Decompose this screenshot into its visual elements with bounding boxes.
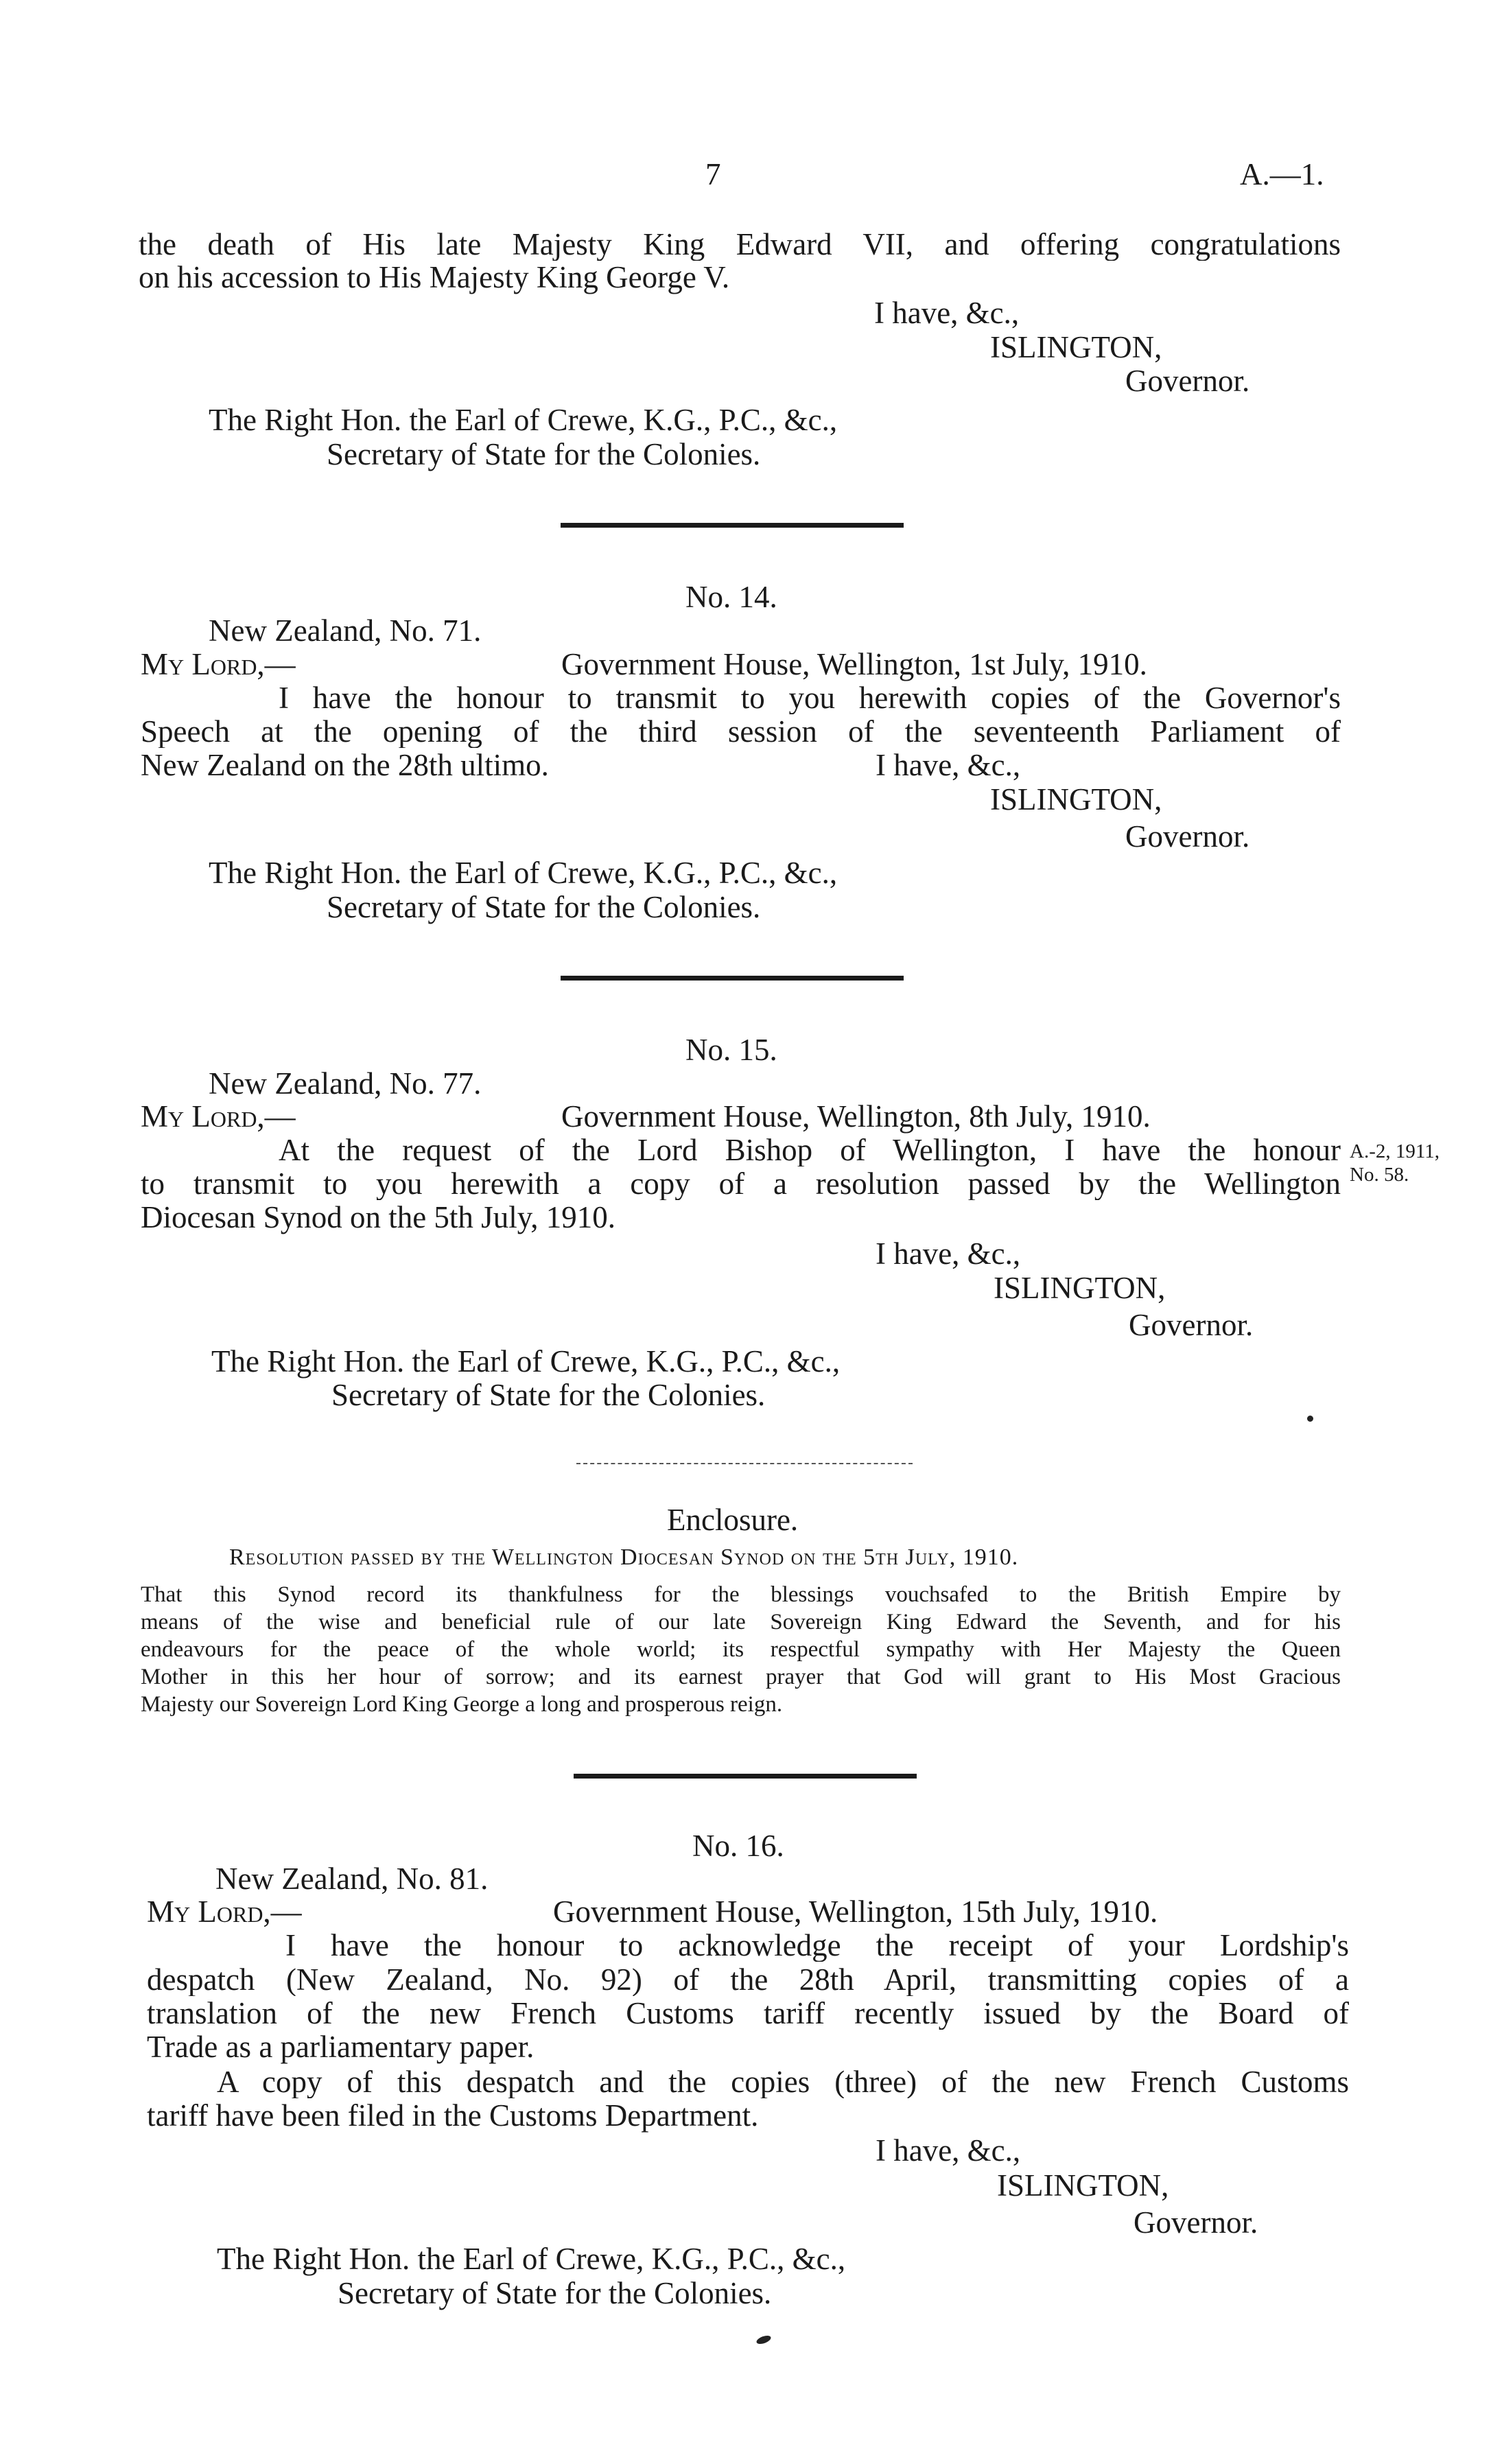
closing-formula: I have, &c., <box>876 748 1021 782</box>
margin-reference-line-1: A.-2, 1911, <box>1350 1140 1440 1162</box>
section-divider <box>561 523 904 528</box>
enclosure-line-1: That this Synod record its thankfulness for the blessings vouchsafed to the British Empire by <box>141 1582 1341 1607</box>
ink-mark <box>755 2334 772 2346</box>
closing-formula: I have, &c., <box>876 1236 1021 1271</box>
enclosure-line-5: Majesty our Sovereign Lord King George a long and prosperous reign. <box>141 1692 783 1717</box>
body-line-5: A copy of this despatch and the copies (three) of the new French Customs <box>217 2067 1349 2098</box>
signature: ISLINGTON, <box>990 782 1162 817</box>
body-line-2: despatch (New Zealand, No. 92) of the 28th April, transmitting copies of a <box>147 1964 1349 1996</box>
signatory-title: Governor. <box>1134 2205 1258 2240</box>
closing-formula: I have, &c., <box>874 296 1020 330</box>
salutation: My Lord,— <box>147 1894 302 1929</box>
salutation: My Lord,— <box>141 647 296 681</box>
despatch-heading: No. 16. <box>692 1829 784 1863</box>
addressee-line-1: The Right Hon. the Earl of Crewe, K.G., P.C., &c., <box>217 2242 846 2276</box>
signatory-title: Governor. <box>1129 1308 1254 1342</box>
margin-reference-line-2: No. 58. <box>1350 1164 1409 1186</box>
addressee-line-2: Secretary of State for the Colonies. <box>327 890 761 924</box>
enclosure-subheading: Resolution passed by the Wellington Diocesan Synod on the 5th July, 1910. <box>229 1545 1019 1570</box>
addressee-line-1: The Right Hon. the Earl of Crewe, K.G., P.C., &c., <box>209 403 838 437</box>
signature: ISLINGTON, <box>990 330 1162 364</box>
addressee-line-2: Secretary of State for the Colonies. <box>338 2276 772 2310</box>
salutation: My Lord,— <box>141 1099 296 1134</box>
enclosure-divider <box>576 1463 913 1464</box>
section-divider <box>561 976 904 981</box>
document-reference: A.—1. <box>1240 157 1324 191</box>
body-line-1: I have the honour to transmit to you herewith copies of the Governor's <box>279 683 1341 714</box>
addressee-line-1: The Right Hon. the Earl of Crewe, K.G., P.C., &c., <box>211 1344 841 1378</box>
addressee-line-2: Secretary of State for the Colonies. <box>327 437 761 471</box>
body-line-3: translation of the new French Customs tariff recently issued by the Board of <box>147 1998 1349 2030</box>
closing-formula: I have, &c., <box>876 2133 1021 2168</box>
signatory-title: Governor. <box>1125 364 1250 398</box>
signature: ISLINGTON, <box>994 1271 1166 1305</box>
place-and-date: Government House, Wellington, 15th July, 1910. <box>553 1894 1158 1929</box>
body-line-4: Trade as a parliamentary paper. <box>147 2030 535 2064</box>
body-line-2: Speech at the opening of the third session of the seventeenth Parliament of <box>141 716 1341 748</box>
despatch-reference: New Zealand, No. 81. <box>215 1862 489 1896</box>
place-and-date: Government House, Wellington, 1st July, 1910. <box>561 647 1147 681</box>
signature: ISLINGTON, <box>997 2168 1169 2203</box>
despatch-heading: No. 14. <box>685 580 777 614</box>
body-line-3: New Zealand on the 28th ultimo. <box>141 748 549 782</box>
addressee-line-2: Secretary of State for the Colonies. <box>331 1378 766 1412</box>
ink-speck <box>1307 1416 1313 1422</box>
body-line-3: Diocesan Synod on the 5th July, 1910. <box>141 1200 616 1234</box>
page-number: 7 <box>705 157 721 191</box>
section-divider <box>574 1774 917 1779</box>
enclosure-heading: Enclosure. <box>667 1503 799 1537</box>
despatch-reference: New Zealand, No. 71. <box>209 613 482 648</box>
enclosure-line-2: means of the wise and beneficial rule of our late Sovereign King Edward the Seventh, and for his <box>141 1610 1341 1634</box>
enclosure-line-4: Mother in this her hour of sorrow; and its earnest prayer that God will grant to His Most Gracious <box>141 1665 1341 1689</box>
body-line-1: At the request of the Lord Bishop of Wellington, I have the honour <box>279 1135 1341 1166</box>
intro-line-2: on his accession to His Majesty King George V. <box>139 260 730 294</box>
signatory-title: Governor. <box>1125 819 1250 854</box>
place-and-date: Government House, Wellington, 8th July, 1910. <box>561 1099 1151 1134</box>
addressee-line-1: The Right Hon. the Earl of Crewe, K.G., P.C., &c., <box>209 856 838 890</box>
body-line-2: to transmit to you herewith a copy of a resolution passed by the Wellington <box>141 1169 1341 1200</box>
intro-line-1: the death of His late Majesty King Edward VII, and offering congratulations <box>139 229 1341 261</box>
body-line-1: I have the honour to acknowledge the receipt of your Lordship's <box>285 1930 1349 1962</box>
despatch-reference: New Zealand, No. 77. <box>209 1066 482 1101</box>
despatch-heading: No. 15. <box>685 1033 777 1067</box>
body-line-6: tariff have been filed in the Customs Department. <box>147 2098 759 2133</box>
enclosure-line-3: endeavours for the peace of the whole world; its respectful sympathy with Her Majesty the Queen <box>141 1637 1341 1662</box>
